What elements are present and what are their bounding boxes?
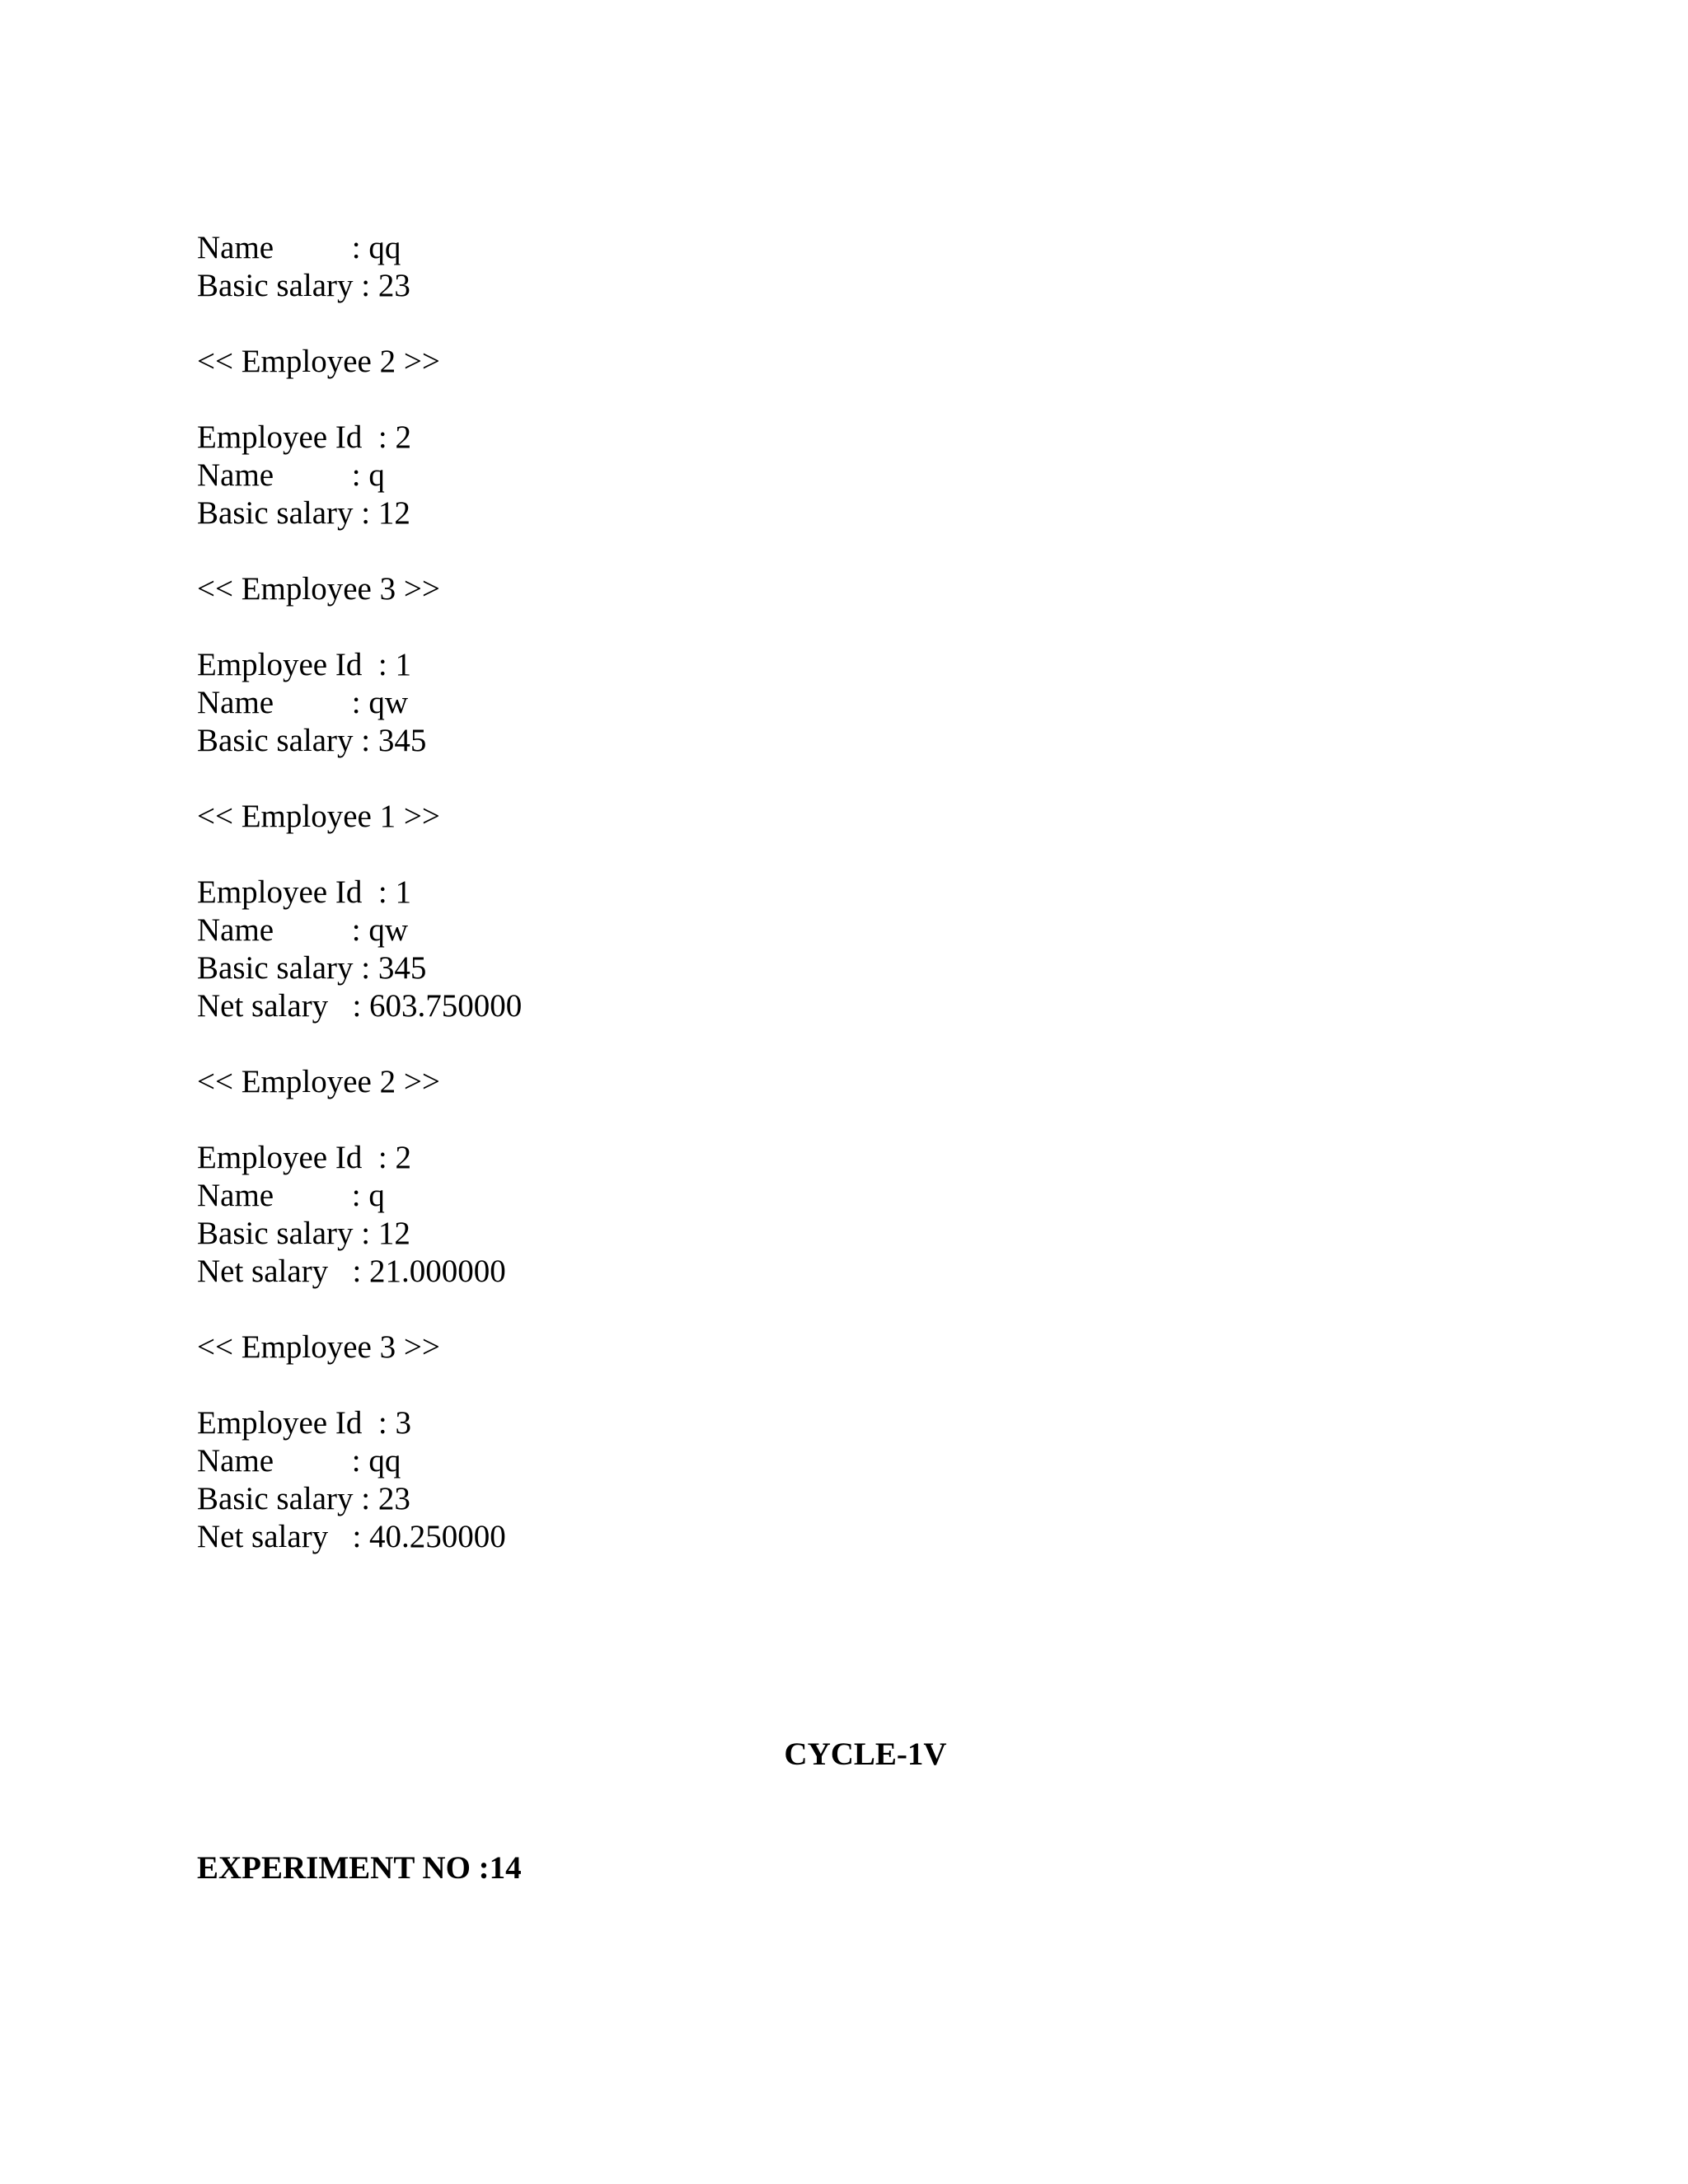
field-label: Employee Id [197,1405,363,1441]
field-label: Net salary [197,1519,329,1554]
experiment-heading: EXPERIMENT NO :14 [197,1850,522,1886]
field-row [197,646,1186,684]
field-separator: : [353,1216,378,1251]
field-separator: : [344,1178,369,1213]
field-row [197,1139,1186,1177]
field-label: Net salary [197,1254,329,1289]
field-separator: : [344,1443,369,1479]
field-value: 12 [377,495,410,531]
employee-header: << Employee 2 >> [197,1064,440,1099]
field-row [197,912,1186,949]
employee-block [197,1063,1186,1291]
blank-line [197,305,1186,343]
field-value: qq [368,230,401,265]
field-row [197,229,1186,267]
field-row [197,494,1186,532]
field-separator: : [353,950,378,986]
field-value: 603.750000 [369,988,523,1024]
field-separator: : [328,1519,370,1554]
blank-line [197,1291,1186,1329]
field-row [197,949,1186,987]
field-label: Name [197,1443,274,1479]
field-separator: : [362,647,396,682]
program-output [197,229,1186,1556]
field-row [197,684,1186,722]
field-value: q [368,457,385,493]
blank-line [197,1025,1186,1063]
field-label: Employee Id [197,1140,363,1175]
field-separator: : [328,988,370,1024]
field-label: Basic salary [197,1481,354,1516]
employee-block [197,229,1186,305]
field-row [197,987,1186,1025]
field-value: qw [368,685,409,720]
field-value: 345 [377,723,427,758]
field-separator: : [353,495,378,531]
field-separator: : [344,457,369,493]
field-separator: : [362,1140,396,1175]
field-separator: : [344,912,369,948]
field-row [197,874,1186,912]
field-value: 1 [395,874,411,910]
field-row [197,1404,1186,1442]
field-row [197,1480,1186,1518]
field-separator: : [328,1254,370,1289]
field-value: 40.250000 [369,1519,506,1554]
field-row [197,722,1186,760]
field-label: Employee Id [197,874,363,910]
field-label: Basic salary [197,1216,354,1251]
blank-line [197,836,1186,874]
field-value: 2 [395,419,411,455]
field-value: 23 [377,268,410,303]
field-separator: : [353,723,378,758]
field-row [197,1442,1186,1480]
field-label: Name [197,685,274,720]
field-value: 1 [395,647,411,682]
blank-line [197,760,1186,798]
employee-header: << Employee 1 >> [197,799,440,834]
field-label: Basic salary [197,723,354,758]
field-row [197,1253,1186,1291]
field-separator: : [362,419,396,455]
field-row [197,457,1186,494]
field-row [197,267,1186,305]
field-label: Basic salary [197,495,354,531]
field-separator: : [353,1481,378,1516]
field-value: 345 [377,950,427,986]
field-separator: : [344,685,369,720]
field-label: Basic salary [197,950,354,986]
employee-header: << Employee 2 >> [197,344,440,379]
blank-line [197,608,1186,646]
field-value: 12 [377,1216,410,1251]
employee-block [197,798,1186,1025]
field-separator: : [362,874,396,910]
field-separator: : [362,1405,396,1441]
field-separator: : [344,230,369,265]
employee-block [197,343,1186,532]
field-label: Name [197,230,274,265]
field-value: q [368,1178,385,1213]
field-label: Name [197,1178,274,1213]
field-label: Net salary [197,988,329,1024]
field-value: 23 [377,1481,410,1516]
employee-block [197,570,1186,760]
field-value: qw [368,912,409,948]
field-label: Name [197,912,274,948]
field-label: Basic salary [197,268,354,303]
field-separator: : [353,268,378,303]
field-row [197,1177,1186,1215]
field-label: Employee Id [197,419,363,455]
employee-block [197,1329,1186,1556]
field-value: 3 [395,1405,411,1441]
employee-header: << Employee 3 >> [197,571,440,607]
employee-header: << Employee 3 >> [197,1329,440,1365]
blank-line [197,532,1186,570]
blank-line [197,1101,1186,1139]
field-value: qq [368,1443,401,1479]
blank-line [197,1366,1186,1404]
field-row [197,419,1186,457]
field-row [197,1215,1186,1253]
field-label: Employee Id [197,647,363,682]
blank-line [197,381,1186,419]
field-row [197,1518,1186,1556]
field-label: Name [197,457,274,493]
cycle-heading: CYCLE-1V [784,1736,947,1772]
field-value: 21.000000 [369,1254,506,1289]
field-value: 2 [395,1140,411,1175]
